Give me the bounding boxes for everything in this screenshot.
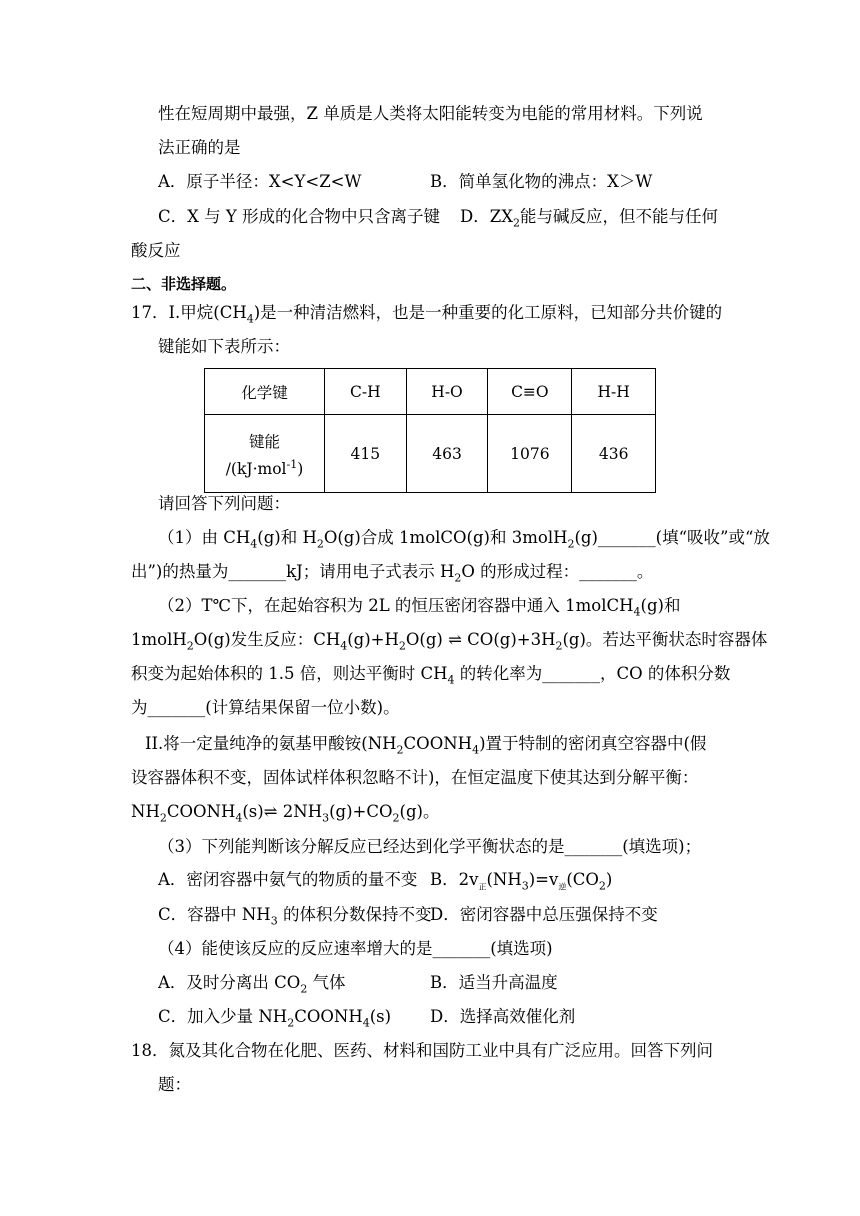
bond-hh-cell: H-H	[572, 369, 656, 415]
value-ho-cell: 463	[406, 415, 488, 493]
q17-part3-option-b: B．$2v_正(NH_3)=v_逆(CO_2)$	[430, 870, 613, 893]
q16-option-d: D．$ZX_2$能与碱反应，但不能与任何	[460, 207, 718, 230]
value-ch-cell: 415	[324, 415, 406, 493]
q17-part3-option-c: C．容器中 $NH_3$ 的体积分数保持不变	[158, 905, 432, 928]
q17-ii-line-1: II.将一定量纯净的氨基甲酸铵$(NH_2COONH_4)$置于特制的密闭真空容器中(假	[145, 734, 707, 757]
q16-stem-line-1: 性在短周期中最强，Z 单质是人类将太阳能转变为电能的常用材料。下列说	[158, 104, 703, 123]
q17-part2-line-2: 1molH$_2$O(g)发生反应：$CH_4(g)+H_2O(g)$ ⇌ $CO(g)+3H_2(g)$。若达平衡状态时容器体	[131, 630, 768, 653]
table-value-row	[205, 415, 656, 493]
q17-part4-option-b: B．适当升高温度	[430, 973, 558, 992]
q17-part4-option-c: C．加入少量 $NH_2COONH_4(s)$	[158, 1007, 392, 1030]
q17-part4-option-d: D．选择高效催化剂	[430, 1007, 576, 1026]
q17-part2-line-1: （2）T℃下，在起始容积为 2L 的恒压密闭容器中通入 1molCH$_4$(g)和	[158, 596, 681, 619]
q16-option-c: C．X 与 Y 形成的化合物中只含离子键	[158, 207, 440, 226]
row-label-cell	[205, 415, 325, 493]
header-label-cell: 化学键	[205, 369, 325, 415]
q17-ii-equation: $NH_2COONH_4(s)\rightleftharpoons$ $2NH_3(g)+CO_2(g)$。	[131, 802, 440, 825]
bond-co-cell: C≡O	[488, 369, 572, 415]
q17-part1-line-1: （1）由 $CH_4(g)$和 $H_2O(g)$合成 1molCO(g)和 3molH$_2$(g)_______(填“吸收”或“放	[158, 528, 770, 551]
q17-intro-line-2: 键能如下表所示：	[158, 337, 290, 356]
value-co-cell: 1076	[488, 415, 572, 493]
table-header-row	[205, 369, 656, 415]
section-title: 二、非选择题。	[131, 275, 237, 293]
row-label-line-1: 键能	[248, 432, 280, 451]
value-hh-cell: 436	[572, 415, 656, 493]
row-label-line-2: /(kJ·mol$^{-1}$)	[225, 457, 304, 478]
q17-ii-line-2: 设容器体积不变，固体试样体积忽略不计)，在恒定温度下使其达到分解平衡：	[131, 768, 699, 787]
q18-stem-line-2: 题：	[158, 1075, 191, 1094]
q16-option-d-cont: 酸反应	[131, 241, 181, 260]
q17-intro-line-1: 17．I.甲烷$(CH_4)$是一种清洁燃料，也是一种重要的化工原料，已知部分共价键的	[131, 303, 723, 326]
q17-part3-option-d: D．密闭容器中总压强保持不变	[430, 905, 658, 924]
q17-part4-stem: （4）能使该反应的反应速率增大的是_______(填选项)	[158, 939, 553, 958]
q16-stem-line-2: 法正确的是	[158, 138, 241, 157]
q17-part4-option-a: A．及时分离出 $CO_2$ 气体	[158, 973, 346, 996]
q17-part3-option-a: A．密闭容器中氨气的物质的量不变	[158, 870, 418, 889]
q17-part2-line-4: 为_______(计算结果保留一位小数)。	[131, 698, 400, 717]
q16-option-b: B．简单氢化物的沸点：X＞W	[430, 172, 653, 191]
q17-part3-stem: （3）下列能判断该分解反应已经达到化学平衡状态的是_______(填选项)；	[158, 837, 702, 856]
q17-prompt: 请回答下列问题：	[158, 494, 290, 513]
q16-option-a: A．原子半径：X<Y<Z<W	[158, 172, 362, 191]
q17-part1-line-2: 出”)的热量为_______kJ；请用电子式表示 $H_2O$ 的形成过程：_______。	[131, 562, 654, 585]
q17-part2-line-3: 积变为起始体积的 1.5 倍，则达平衡时 $CH_4$ 的转化率为_______，CO 的体积分数	[131, 664, 731, 687]
q18-stem-line-1: 18．氮及其化合物在化肥、医药、材料和国防工业中具有广泛应用。回答下列问	[131, 1041, 713, 1060]
bond-energy-table	[204, 368, 656, 493]
bond-ho-cell: H-O	[406, 369, 488, 415]
bond-ch-cell: C-H	[324, 369, 406, 415]
